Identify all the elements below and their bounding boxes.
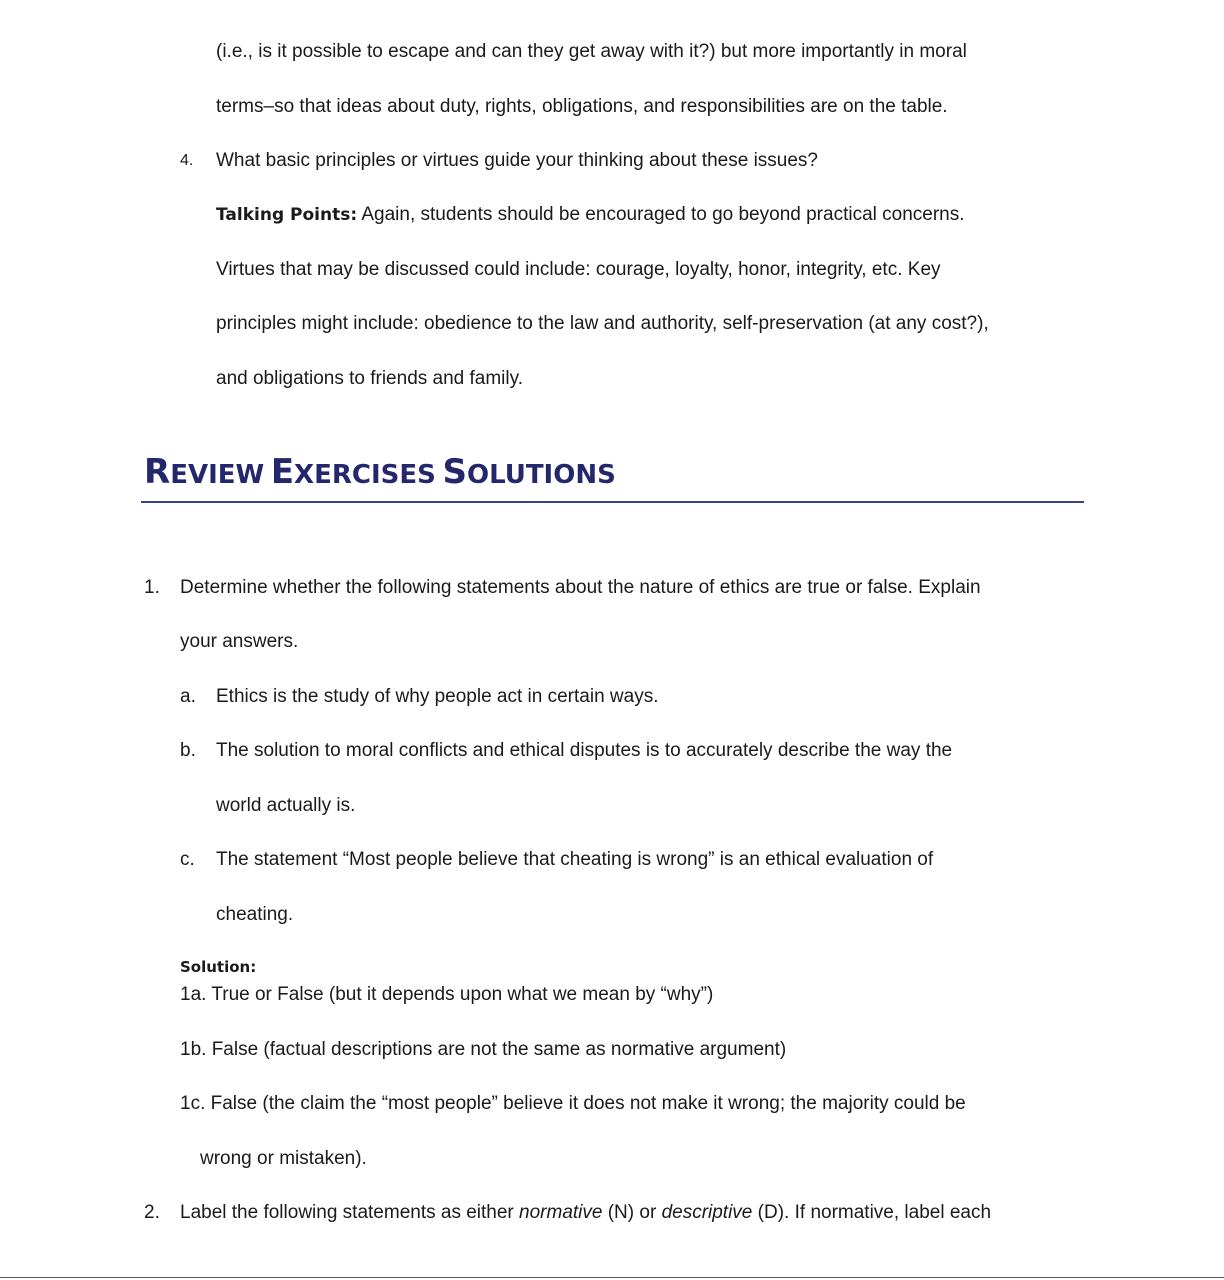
- talking-points-line-3: principles might include: obedience to the law and authority, self-preservation (at any cost?),: [216, 313, 989, 334]
- solution-1b: 1b. False (factual descriptions are not the same as normative argument): [180, 1039, 787, 1060]
- exercise-1c-line-1: The statement “Most people believe that cheating is wrong” is an ethical evaluation of: [216, 849, 934, 870]
- solution-1c-line-2: wrong or mistaken).: [200, 1148, 367, 1169]
- solution-1c-line-1: 1c. False (the claim the “most people” believe it does not make it wrong; the majority could be: [180, 1093, 966, 1114]
- item-4-number: 4.: [180, 152, 194, 169]
- talking-points-text: Again, students should be encouraged to go beyond practical concerns.: [361, 204, 965, 225]
- exercise-2-number: 2.: [144, 1202, 160, 1223]
- exercise-2-line-1: Label the following statements as either normative (N) or descriptive (D). If normative, label each: [180, 1202, 992, 1223]
- item-4-question: What basic principles or virtues guide your thinking about these issues?: [216, 150, 818, 171]
- exercise-1b-line-1: The solution to moral conflicts and ethical disputes is to accurately describe the way the: [216, 740, 953, 761]
- exercise-1a-marker: a.: [180, 686, 196, 707]
- exercise-1c-line-2: cheating.: [216, 904, 294, 925]
- talking-points-line-1: [216, 203, 965, 227]
- heading-underline: [141, 501, 1084, 503]
- section-heading: REVIEW EXERCISES SOLUTIONS: [144, 452, 616, 492]
- exercise-1-line-2: your answers.: [180, 631, 299, 652]
- exercise-1a-text: Ethics is the study of why people act in certain ways.: [216, 686, 659, 707]
- continuation-line-1: (i.e., is it possible to escape and can they get away with it?) but more importantly in moral: [216, 41, 967, 62]
- talking-points-line-4: and obligations to friends and family.: [216, 368, 523, 389]
- exercise-1b-marker: b.: [180, 740, 196, 761]
- exercise-1-number: 1.: [144, 577, 160, 598]
- exercise-1b-line-2: world actually is.: [216, 795, 356, 816]
- talking-points-label: Talking Points:: [216, 205, 358, 225]
- exercise-1-line-1: Determine whether the following statements about the nature of ethics are true or false. Explain: [180, 577, 981, 598]
- normative-term: normative: [519, 1202, 603, 1223]
- solution-label: Solution:: [180, 958, 257, 976]
- descriptive-term: descriptive: [661, 1202, 753, 1223]
- continuation-line-2: terms–so that ideas about duty, rights, obligations, and responsibilities are on the table.: [216, 96, 948, 117]
- page-bottom-rule: [0, 1277, 1224, 1278]
- solution-1a: 1a. True or False (but it depends upon what we mean by “why”): [180, 984, 714, 1005]
- exercise-1c-marker: c.: [180, 849, 195, 870]
- talking-points-line-2: Virtues that may be discussed could include: courage, loyalty, honor, integrity, etc. Key: [216, 259, 941, 280]
